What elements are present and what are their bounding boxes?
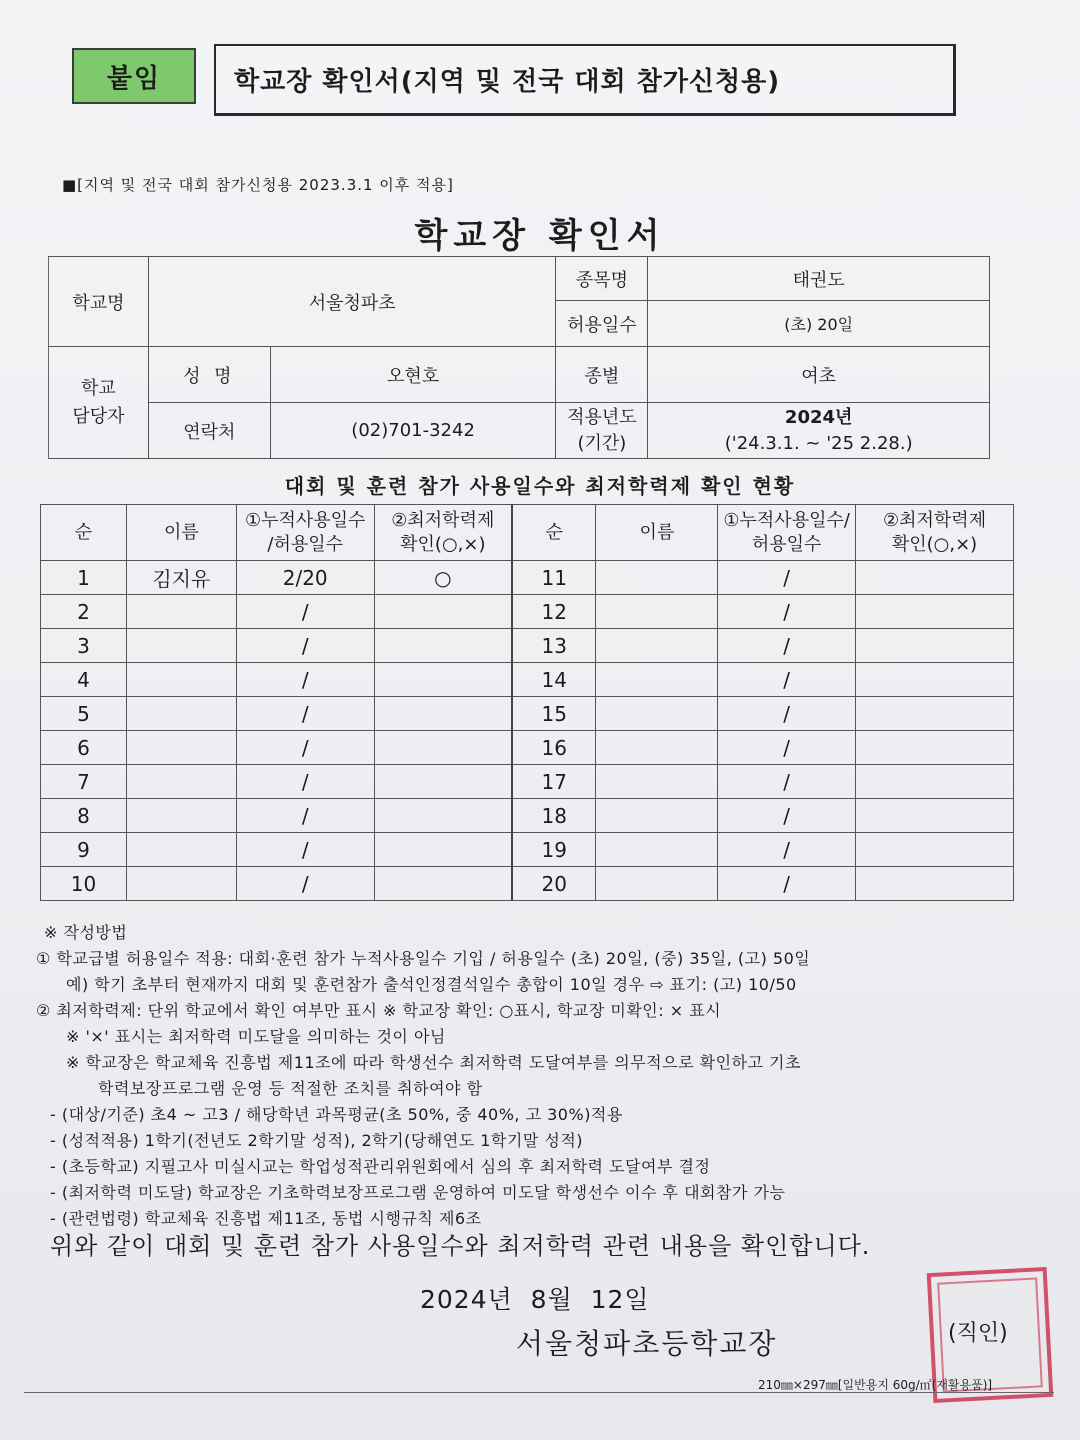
row-usage-2: /	[718, 799, 856, 833]
instruction-line: ① 학교급별 허용일수 적용: 대회·훈련 참가 누적사용일수 기입 / 허용일수 (초) 20일, (중) 35일, (고) 50일	[36, 949, 811, 968]
row-usage: /	[236, 833, 374, 867]
year-period: ('24.3.1. ~ '25 2.28.)	[724, 432, 913, 454]
allowed-days-value: (초) 20일	[648, 301, 990, 347]
row-no-2: 14	[512, 663, 596, 697]
row-no: 1	[41, 561, 127, 595]
row-check	[374, 765, 512, 799]
year-label: 적용년도 (기간)	[556, 403, 648, 459]
row-check-2	[856, 799, 1014, 833]
row-no: 5	[41, 697, 127, 731]
row-check	[374, 697, 512, 731]
row-name	[126, 697, 236, 731]
row-check-2	[856, 867, 1014, 901]
row-usage: /	[236, 765, 374, 799]
row-usage-2: /	[718, 595, 856, 629]
row-check-2	[856, 731, 1014, 765]
issue-date: 2024년 8월 12일	[420, 1285, 650, 1314]
col-header-no-2: 순	[512, 505, 596, 561]
sport-label: 종목명	[556, 257, 648, 301]
row-usage-2: /	[718, 629, 856, 663]
row-no: 7	[41, 765, 127, 799]
row-name	[126, 629, 236, 663]
row-usage-2: /	[718, 697, 856, 731]
row-name-2	[596, 833, 718, 867]
school-info-table	[48, 256, 990, 459]
instruction-line: 예) 학기 초부터 현재까지 대회 및 훈련참가 출석인정결석일수 총합이 10일 경우 ⇨ 표기: (고) 10/50	[66, 975, 797, 994]
row-check	[374, 867, 512, 901]
row-check	[374, 799, 512, 833]
section-title: 대회 및 훈련 참가 사용일수와 최저학력제 확인 현황	[284, 474, 796, 498]
row-check-2	[856, 629, 1014, 663]
instruction-line: 학력보장프로그램 운영 등 적절한 조치를 취하여야 함	[98, 1079, 483, 1098]
col-header-usage-2: ①누적사용일수/ 허용일수	[718, 505, 856, 561]
row-no: 10	[41, 867, 127, 901]
table-row	[41, 595, 1014, 629]
principal-name: 서울청파초등학교장	[516, 1327, 778, 1360]
row-check	[374, 629, 512, 663]
row-no-2: 13	[512, 629, 596, 663]
table-row	[41, 663, 1014, 697]
row-name-2	[596, 697, 718, 731]
row-no: 3	[41, 629, 127, 663]
row-usage: /	[236, 629, 374, 663]
row-check: ○	[374, 561, 512, 595]
header-title: 학교장 확인서(지역 및 전국 대회 참가신청용)	[214, 44, 956, 116]
manager-name-label: 성 명	[148, 347, 270, 403]
row-usage: /	[236, 697, 374, 731]
document-title: 학교장 확인서	[414, 216, 666, 256]
row-usage-2: /	[718, 867, 856, 901]
row-no: 6	[41, 731, 127, 765]
row-usage: /	[236, 731, 374, 765]
col-header-name-2: 이름	[596, 505, 718, 561]
manager-name-value: 오현호	[270, 347, 556, 403]
row-no: 4	[41, 663, 127, 697]
col-header-no: 순	[41, 505, 127, 561]
contact-label: 연락처	[148, 403, 270, 459]
row-no-2: 20	[512, 867, 596, 901]
row-usage-2: /	[718, 731, 856, 765]
year-cell	[648, 403, 990, 459]
row-usage-2: /	[718, 561, 856, 595]
row-check-2	[856, 697, 1014, 731]
row-name	[126, 799, 236, 833]
table-row	[41, 629, 1014, 663]
instruction-line: - (성적적용) 1학기(전년도 2학기말 성적), 2학기(당해연도 1학기말 성적)	[50, 1131, 584, 1150]
row-usage: /	[236, 867, 374, 901]
row-no-2: 15	[512, 697, 596, 731]
stamp-label: (직인)	[948, 1321, 1008, 1346]
row-name	[126, 731, 236, 765]
attachment-badge: 붙임	[72, 48, 196, 104]
row-name-2	[596, 799, 718, 833]
row-name	[126, 867, 236, 901]
row-check	[374, 663, 512, 697]
row-name-2	[596, 561, 718, 595]
table-row	[41, 697, 1014, 731]
row-name: 김지유	[126, 561, 236, 595]
table-row	[41, 561, 1014, 595]
row-check	[374, 731, 512, 765]
row-check	[374, 595, 512, 629]
row-check-2	[856, 595, 1014, 629]
row-no: 2	[41, 595, 127, 629]
row-no-2: 12	[512, 595, 596, 629]
school-name-label: 학교명	[49, 257, 149, 347]
row-check-2	[856, 765, 1014, 799]
instruction-line: ※ 학교장은 학교체육 진흥법 제11조에 따라 학생선수 최저학력 도달여부를 의무적으로 확인하고 기초	[66, 1053, 801, 1072]
confirmation-statement: 위와 같이 대회 및 훈련 참가 사용일수와 최저학력 관련 내용을 확인합니다.	[50, 1232, 871, 1260]
row-check-2	[856, 663, 1014, 697]
col-header-usage: ①누적사용일수 /허용일수	[236, 505, 374, 561]
instruction-line: - (초등학교) 지필고사 미실시교는 학업성적관리위원회에서 심의 후 최저학력 도달여부 결정	[50, 1157, 711, 1176]
row-name	[126, 765, 236, 799]
row-no-2: 17	[512, 765, 596, 799]
row-usage-2: /	[718, 833, 856, 867]
row-name-2	[596, 765, 718, 799]
instruction-line: - (대상/기준) 초4 ~ 고3 / 해당학년 과목평균(초 50%, 중 40%, 고 30%)적용	[50, 1105, 623, 1124]
col-header-check: ②최저학력제 확인(○,×)	[374, 505, 512, 561]
applicability-note: ■[지역 및 전국 대회 참가신청용 2023.3.1 이후 적용]	[62, 176, 454, 194]
contact-value: (02)701-3242	[270, 403, 556, 459]
category-label: 종별	[556, 347, 648, 403]
row-usage-2: /	[718, 765, 856, 799]
row-usage-2: /	[718, 663, 856, 697]
row-usage: 2/20	[236, 561, 374, 595]
sport-value: 태권도	[648, 257, 990, 301]
row-name	[126, 833, 236, 867]
row-name-2	[596, 629, 718, 663]
row-no-2: 16	[512, 731, 596, 765]
row-no: 9	[41, 833, 127, 867]
row-name-2	[596, 867, 718, 901]
instruction-line: ② 최저학력제: 단위 학교에서 확인 여부만 표시 ※ 학교장 확인: ○표시, 학교장 미확인: × 표시	[36, 1001, 722, 1020]
instruction-line: ※ '×' 표시는 최저학력 미도달을 의미하는 것이 아님	[66, 1027, 446, 1046]
row-no: 8	[41, 799, 127, 833]
instruction-line: - (최저학력 미도달) 학교장은 기초학력보장프로그램 운영하여 미도달 학생선수 이수 후 대회참가 가능	[50, 1183, 786, 1202]
row-name	[126, 595, 236, 629]
paper-spec: 210㎜×297㎜[일반용지 60g/㎡(재활용품)]	[758, 1378, 993, 1392]
footer-divider	[24, 1392, 1054, 1393]
row-usage: /	[236, 799, 374, 833]
row-no-2: 19	[512, 833, 596, 867]
school-name-value: 서울청파초	[148, 257, 556, 347]
col-header-check-2: ②최저학력제 확인(○,×)	[856, 505, 1014, 561]
row-name	[126, 663, 236, 697]
year-value: 2024년	[784, 406, 853, 428]
table-row	[41, 833, 1014, 867]
instructions	[36, 920, 1036, 1232]
table-row	[41, 867, 1014, 901]
col-header-name: 이름	[126, 505, 236, 561]
manager-label: 학교 담당자	[49, 347, 149, 459]
row-name-2	[596, 731, 718, 765]
allowed-days-label: 허용일수	[556, 301, 648, 347]
instructions-title: ※ 작성방법	[44, 923, 128, 942]
row-check-2	[856, 833, 1014, 867]
row-check	[374, 833, 512, 867]
row-name-2	[596, 595, 718, 629]
category-value: 여초	[648, 347, 990, 403]
row-no-2: 11	[512, 561, 596, 595]
row-check-2	[856, 561, 1014, 595]
usage-table	[40, 504, 1014, 901]
table-row	[41, 765, 1014, 799]
table-row	[41, 799, 1014, 833]
row-usage: /	[236, 595, 374, 629]
instruction-line: - (관련법령) 학교체육 진흥법 제11조, 동법 시행규칙 제6조	[50, 1209, 482, 1228]
row-no-2: 18	[512, 799, 596, 833]
row-name-2	[596, 663, 718, 697]
row-usage: /	[236, 663, 374, 697]
table-row	[41, 731, 1014, 765]
